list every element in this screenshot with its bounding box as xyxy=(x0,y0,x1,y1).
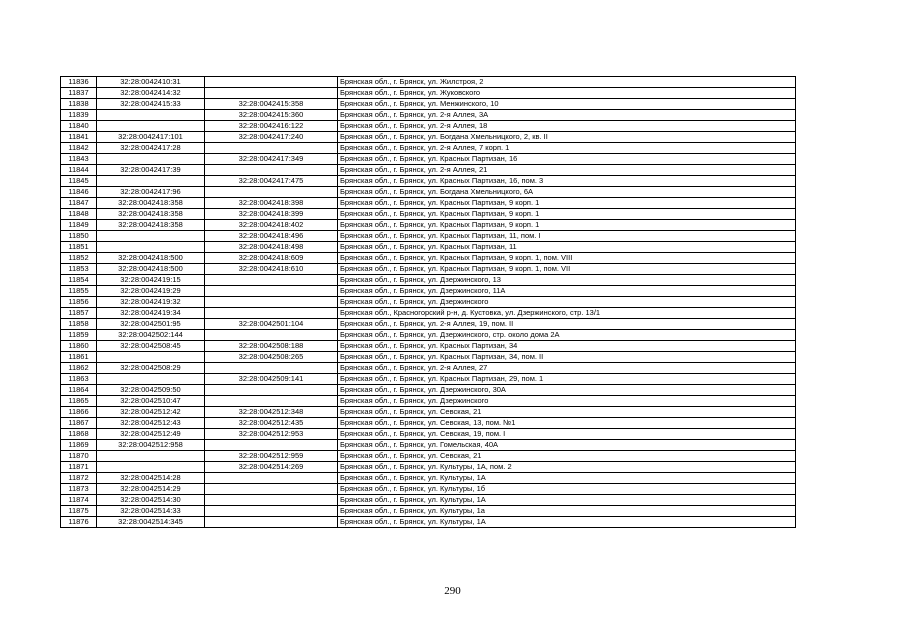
cadastral-number-cell xyxy=(97,462,205,473)
registry-table xyxy=(60,76,796,528)
address-cell: Брянская обл., г. Брянск, ул. Красных Партизан, 9 корп. 1, пом. VIII xyxy=(338,253,796,264)
table-row xyxy=(61,77,796,88)
cadastral-number-cell: 32:28:0042417:28 xyxy=(97,143,205,154)
secondary-cadastral-number-cell xyxy=(205,330,338,341)
address-cell: Брянская обл., г. Брянск, ул. Севская, 21 xyxy=(338,407,796,418)
address-cell: Брянская обл., г. Брянск, ул. Красных Партизан, 9 корп. 1 xyxy=(338,220,796,231)
address-cell: Брянская обл., г. Брянск, ул. Красных Партизан, 29, пом. 1 xyxy=(338,374,796,385)
row-number-cell: 11838 xyxy=(61,99,97,110)
table-row xyxy=(61,462,796,473)
row-number-cell: 11847 xyxy=(61,198,97,209)
secondary-cadastral-number-cell xyxy=(205,396,338,407)
table-row xyxy=(61,396,796,407)
table-row xyxy=(61,352,796,363)
table-row xyxy=(61,374,796,385)
secondary-cadastral-number-cell xyxy=(205,165,338,176)
address-cell: Брянская обл., г. Брянск, ул. Культуры, 1А xyxy=(338,495,796,506)
row-number-cell: 11863 xyxy=(61,374,97,385)
secondary-cadastral-number-cell: 32:28:0042418:498 xyxy=(205,242,338,253)
cadastral-number-cell: 32:28:0042512:42 xyxy=(97,407,205,418)
secondary-cadastral-number-cell: 32:28:0042418:496 xyxy=(205,231,338,242)
address-cell: Брянская обл., г. Брянск, ул. Красных Партизан, 34, пом. II xyxy=(338,352,796,363)
row-number-cell: 11876 xyxy=(61,517,97,528)
address-cell: Брянская обл., г. Брянск, ул. Культуры, 1А xyxy=(338,517,796,528)
address-cell: Брянская обл., г. Брянск, ул. Дзержинского, 30А xyxy=(338,385,796,396)
address-cell: Брянская обл., г. Брянск, ул. Жилстроя, 2 xyxy=(338,77,796,88)
address-cell: Брянская обл., г. Брянск, ул. Дзержинского, 13 xyxy=(338,275,796,286)
row-number-cell: 11843 xyxy=(61,154,97,165)
table-row xyxy=(61,242,796,253)
row-number-cell: 11853 xyxy=(61,264,97,275)
table-row xyxy=(61,473,796,484)
address-cell: Брянская обл., г. Брянск, ул. Красных Партизан, 9 корп. 1 xyxy=(338,198,796,209)
address-cell: Брянская обл., г. Брянск, ул. 2-я Аллея, 19, пом. II xyxy=(338,319,796,330)
row-number-cell: 11858 xyxy=(61,319,97,330)
address-cell: Брянская обл., г. Брянск, ул. Красных Партизан, 16, пом. 3 xyxy=(338,176,796,187)
cadastral-number-cell: 32:28:0042501:95 xyxy=(97,319,205,330)
table-row xyxy=(61,121,796,132)
row-number-cell: 11844 xyxy=(61,165,97,176)
secondary-cadastral-number-cell: 32:28:0042512:953 xyxy=(205,429,338,440)
row-number-cell: 11852 xyxy=(61,253,97,264)
secondary-cadastral-number-cell xyxy=(205,385,338,396)
address-cell: Брянская обл., г. Брянск, ул. Культуры, 1А xyxy=(338,473,796,484)
row-number-cell: 11859 xyxy=(61,330,97,341)
table-row xyxy=(61,286,796,297)
address-cell: Брянская обл., Красногорский р-н, д. Кустовка, ул. Дзержинского, стр. 13/1 xyxy=(338,308,796,319)
row-number-cell: 11874 xyxy=(61,495,97,506)
row-number-cell: 11871 xyxy=(61,462,97,473)
secondary-cadastral-number-cell xyxy=(205,77,338,88)
row-number-cell: 11850 xyxy=(61,231,97,242)
address-cell: Брянская обл., г. Брянск, ул. Богдана Хмельницкого, 6А xyxy=(338,187,796,198)
table-row xyxy=(61,220,796,231)
cadastral-number-cell: 32:28:0042514:30 xyxy=(97,495,205,506)
cadastral-number-cell xyxy=(97,451,205,462)
cadastral-number-cell: 32:28:0042410:31 xyxy=(97,77,205,88)
table-row xyxy=(61,495,796,506)
cadastral-number-cell: 32:28:0042509:50 xyxy=(97,385,205,396)
address-cell: Брянская обл., г. Брянск, ул. Гомельская, 40А xyxy=(338,440,796,451)
cadastral-number-cell: 32:28:0042417:39 xyxy=(97,165,205,176)
cadastral-number-cell: 32:28:0042512:43 xyxy=(97,418,205,429)
cadastral-number-cell: 32:28:0042418:358 xyxy=(97,220,205,231)
secondary-cadastral-number-cell xyxy=(205,88,338,99)
secondary-cadastral-number-cell: 32:28:0042417:475 xyxy=(205,176,338,187)
table-row xyxy=(61,275,796,286)
table-row xyxy=(61,407,796,418)
address-cell: Брянская обл., г. Брянск, ул. Менжинского, 10 xyxy=(338,99,796,110)
secondary-cadastral-number-cell xyxy=(205,517,338,528)
secondary-cadastral-number-cell xyxy=(205,440,338,451)
secondary-cadastral-number-cell: 32:28:0042418:610 xyxy=(205,264,338,275)
row-number-cell: 11855 xyxy=(61,286,97,297)
secondary-cadastral-number-cell: 32:28:0042417:349 xyxy=(205,154,338,165)
secondary-cadastral-number-cell xyxy=(205,143,338,154)
cadastral-number-cell: 32:28:0042419:29 xyxy=(97,286,205,297)
secondary-cadastral-number-cell: 32:28:0042509:141 xyxy=(205,374,338,385)
cadastral-number-cell xyxy=(97,110,205,121)
row-number-cell: 11856 xyxy=(61,297,97,308)
table-row xyxy=(61,231,796,242)
secondary-cadastral-number-cell: 32:28:0042418:399 xyxy=(205,209,338,220)
cadastral-number-cell: 32:28:0042514:28 xyxy=(97,473,205,484)
cadastral-number-cell xyxy=(97,242,205,253)
cadastral-number-cell xyxy=(97,231,205,242)
secondary-cadastral-number-cell: 32:28:0042514:269 xyxy=(205,462,338,473)
cadastral-number-cell: 32:28:0042514:345 xyxy=(97,517,205,528)
row-number-cell: 11875 xyxy=(61,506,97,517)
row-number-cell: 11846 xyxy=(61,187,97,198)
secondary-cadastral-number-cell: 32:28:0042512:348 xyxy=(205,407,338,418)
table-row xyxy=(61,418,796,429)
row-number-cell: 11841 xyxy=(61,132,97,143)
cadastral-number-cell: 32:28:0042418:358 xyxy=(97,209,205,220)
table-row xyxy=(61,264,796,275)
cadastral-number-cell xyxy=(97,374,205,385)
table-row xyxy=(61,429,796,440)
cadastral-number-cell: 32:28:0042419:15 xyxy=(97,275,205,286)
address-cell: Брянская обл., г. Брянск, ул. Красных Партизан, 11, пом. I xyxy=(338,231,796,242)
secondary-cadastral-number-cell xyxy=(205,187,338,198)
cadastral-number-cell: 32:28:0042512:958 xyxy=(97,440,205,451)
cadastral-number-cell: 32:28:0042414:32 xyxy=(97,88,205,99)
address-cell: Брянская обл., г. Брянск, ул. Севская, 19, пом. I xyxy=(338,429,796,440)
secondary-cadastral-number-cell: 32:28:0042416:122 xyxy=(205,121,338,132)
cadastral-number-cell: 32:28:0042514:33 xyxy=(97,506,205,517)
address-cell: Брянская обл., г. Брянск, ул. Жуковского xyxy=(338,88,796,99)
table-row xyxy=(61,385,796,396)
address-cell: Брянская обл., г. Брянск, ул. Культуры, 1А, пом. 2 xyxy=(338,462,796,473)
row-number-cell: 11849 xyxy=(61,220,97,231)
address-cell: Брянская обл., г. Брянск, ул. Дзержинского xyxy=(338,396,796,407)
row-number-cell: 11851 xyxy=(61,242,97,253)
table-row xyxy=(61,319,796,330)
address-cell: Брянская обл., г. Брянск, ул. Красных Партизан, 34 xyxy=(338,341,796,352)
secondary-cadastral-number-cell: 32:28:0042512:435 xyxy=(205,418,338,429)
table-row xyxy=(61,451,796,462)
row-number-cell: 11865 xyxy=(61,396,97,407)
secondary-cadastral-number-cell: 32:28:0042501:104 xyxy=(205,319,338,330)
secondary-cadastral-number-cell xyxy=(205,495,338,506)
table-row xyxy=(61,308,796,319)
row-number-cell: 11848 xyxy=(61,209,97,220)
row-number-cell: 11860 xyxy=(61,341,97,352)
address-cell: Брянская обл., г. Брянск, ул. Севская, 21 xyxy=(338,451,796,462)
table-row xyxy=(61,154,796,165)
table-row xyxy=(61,209,796,220)
secondary-cadastral-number-cell: 32:28:0042418:398 xyxy=(205,198,338,209)
row-number-cell: 11845 xyxy=(61,176,97,187)
row-number-cell: 11867 xyxy=(61,418,97,429)
secondary-cadastral-number-cell xyxy=(205,286,338,297)
row-number-cell: 11836 xyxy=(61,77,97,88)
table-row xyxy=(61,330,796,341)
address-cell: Брянская обл., г. Брянск, ул. Красных Партизан, 9 корп. 1, пом. VII xyxy=(338,264,796,275)
table-row xyxy=(61,341,796,352)
cadastral-number-cell: 32:28:0042510:47 xyxy=(97,396,205,407)
secondary-cadastral-number-cell: 32:28:0042508:188 xyxy=(205,341,338,352)
cadastral-number-cell: 32:28:0042415:33 xyxy=(97,99,205,110)
row-number-cell: 11873 xyxy=(61,484,97,495)
cadastral-number-cell: 32:28:0042417:96 xyxy=(97,187,205,198)
table-row xyxy=(61,88,796,99)
secondary-cadastral-number-cell xyxy=(205,506,338,517)
secondary-cadastral-number-cell xyxy=(205,308,338,319)
secondary-cadastral-number-cell: 32:28:0042415:358 xyxy=(205,99,338,110)
address-cell: Брянская обл., г. Брянск, ул. Богдана Хмельницкого, 2, кв. II xyxy=(338,132,796,143)
address-cell: Брянская обл., г. Брянск, ул. Красных Партизан, 16 xyxy=(338,154,796,165)
row-number-cell: 11864 xyxy=(61,385,97,396)
row-number-cell: 11872 xyxy=(61,473,97,484)
address-cell: Брянская обл., г. Брянск, ул. Дзержинского, стр. около дома 2А xyxy=(338,330,796,341)
secondary-cadastral-number-cell xyxy=(205,297,338,308)
secondary-cadastral-number-cell xyxy=(205,275,338,286)
address-cell: Брянская обл., г. Брянск, ул. Культуры, 1б xyxy=(338,484,796,495)
row-number-cell: 11861 xyxy=(61,352,97,363)
secondary-cadastral-number-cell: 32:28:0042418:402 xyxy=(205,220,338,231)
address-cell: Брянская обл., г. Брянск, ул. Дзержинского, 11А xyxy=(338,286,796,297)
row-number-cell: 11862 xyxy=(61,363,97,374)
table-row xyxy=(61,132,796,143)
address-cell: Брянская обл., г. Брянск, ул. 2-я Аллея, 3А xyxy=(338,110,796,121)
row-number-cell: 11854 xyxy=(61,275,97,286)
cadastral-number-cell: 32:28:0042418:358 xyxy=(97,198,205,209)
cadastral-number-cell xyxy=(97,121,205,132)
row-number-cell: 11842 xyxy=(61,143,97,154)
row-number-cell: 11868 xyxy=(61,429,97,440)
table-row xyxy=(61,440,796,451)
address-cell: Брянская обл., г. Брянск, ул. Красных Партизан, 9 корп. 1 xyxy=(338,209,796,220)
table-row xyxy=(61,297,796,308)
secondary-cadastral-number-cell xyxy=(205,473,338,484)
table-row xyxy=(61,253,796,264)
address-cell: Брянская обл., г. Брянск, ул. Культуры, 1а xyxy=(338,506,796,517)
address-cell: Брянская обл., г. Брянск, ул. 2-я Аллея, 7 корп. 1 xyxy=(338,143,796,154)
secondary-cadastral-number-cell: 32:28:0042508:265 xyxy=(205,352,338,363)
secondary-cadastral-number-cell: 32:28:0042417:240 xyxy=(205,132,338,143)
table-row xyxy=(61,176,796,187)
table-row xyxy=(61,363,796,374)
table-row xyxy=(61,484,796,495)
address-cell: Брянская обл., г. Брянск, ул. Севская, 13, пом. №1 xyxy=(338,418,796,429)
cadastral-number-cell: 32:28:0042419:34 xyxy=(97,308,205,319)
cadastral-number-cell: 32:28:0042508:45 xyxy=(97,341,205,352)
page-number: 290 xyxy=(444,585,461,597)
cadastral-number-cell: 32:28:0042512:49 xyxy=(97,429,205,440)
address-cell: Брянская обл., г. Брянск, ул. Красных Партизан, 11 xyxy=(338,242,796,253)
table-row xyxy=(61,143,796,154)
row-number-cell: 11869 xyxy=(61,440,97,451)
row-number-cell: 11840 xyxy=(61,121,97,132)
registry-table-body xyxy=(61,77,796,528)
table-row xyxy=(61,198,796,209)
address-cell: Брянская обл., г. Брянск, ул. 2-я Аллея, 18 xyxy=(338,121,796,132)
cadastral-number-cell: 32:28:0042502:144 xyxy=(97,330,205,341)
secondary-cadastral-number-cell: 32:28:0042512:959 xyxy=(205,451,338,462)
table-row xyxy=(61,165,796,176)
secondary-cadastral-number-cell xyxy=(205,363,338,374)
cadastral-number-cell: 32:28:0042508:29 xyxy=(97,363,205,374)
cadastral-number-cell: 32:28:0042419:32 xyxy=(97,297,205,308)
address-cell: Брянская обл., г. Брянск, ул. Дзержинского xyxy=(338,297,796,308)
table-row xyxy=(61,110,796,121)
row-number-cell: 11857 xyxy=(61,308,97,319)
secondary-cadastral-number-cell xyxy=(205,484,338,495)
cadastral-number-cell xyxy=(97,176,205,187)
table-row xyxy=(61,99,796,110)
row-number-cell: 11837 xyxy=(61,88,97,99)
cadastral-number-cell xyxy=(97,352,205,363)
row-number-cell: 11870 xyxy=(61,451,97,462)
secondary-cadastral-number-cell: 32:28:0042418:609 xyxy=(205,253,338,264)
row-number-cell: 11839 xyxy=(61,110,97,121)
table-row xyxy=(61,517,796,528)
row-number-cell: 11866 xyxy=(61,407,97,418)
cadastral-number-cell: 32:28:0042514:29 xyxy=(97,484,205,495)
cadastral-number-cell xyxy=(97,154,205,165)
address-cell: Брянская обл., г. Брянск, ул. 2-я Аллея, 21 xyxy=(338,165,796,176)
cadastral-number-cell: 32:28:0042418:500 xyxy=(97,253,205,264)
table-row xyxy=(61,187,796,198)
table-row xyxy=(61,506,796,517)
cadastral-number-cell: 32:28:0042417:101 xyxy=(97,132,205,143)
address-cell: Брянская обл., г. Брянск, ул. 2-я Аллея, 27 xyxy=(338,363,796,374)
cadastral-number-cell: 32:28:0042418:500 xyxy=(97,264,205,275)
secondary-cadastral-number-cell: 32:28:0042415:360 xyxy=(205,110,338,121)
